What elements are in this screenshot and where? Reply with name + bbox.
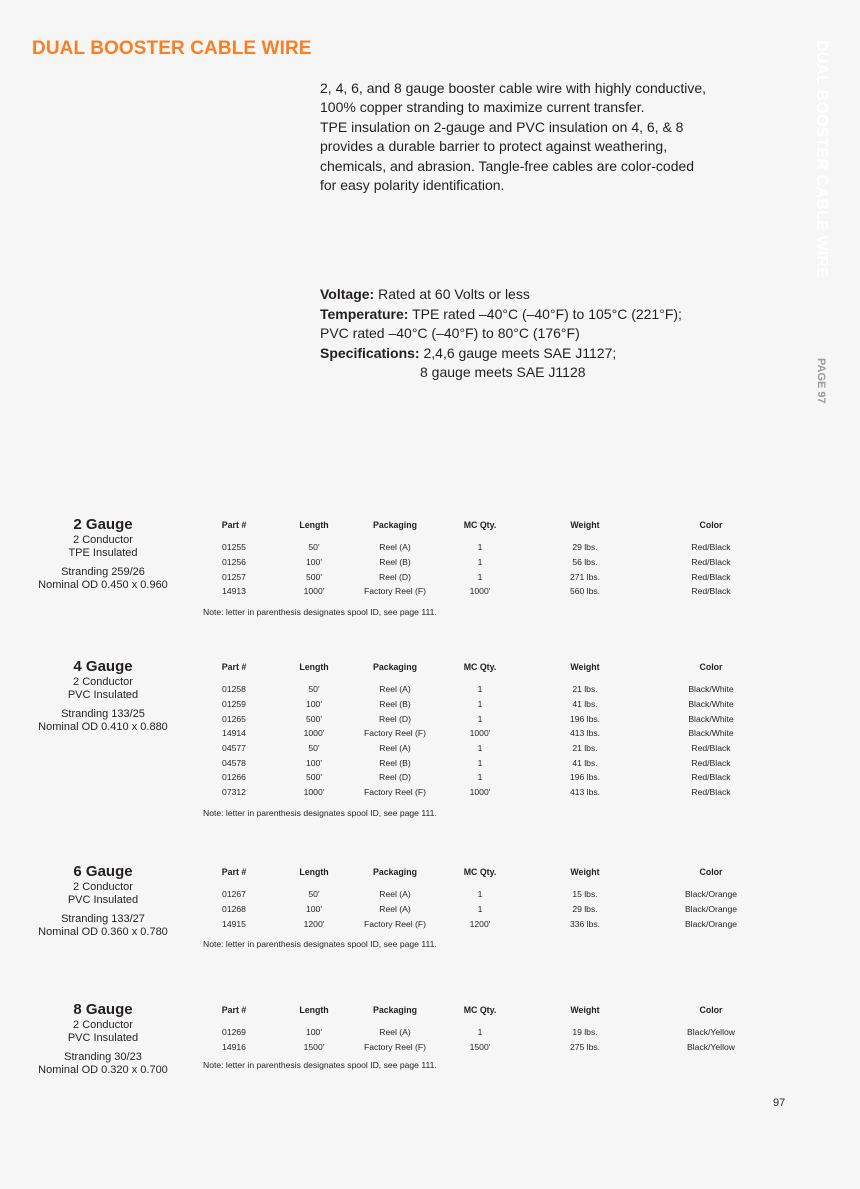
gauge-description [32, 863, 174, 940]
side-page-label [808, 358, 832, 418]
column-header: Packaging [372, 867, 417, 877]
column-header: Part # [221, 662, 247, 672]
insulation-type: PVC Insulated [67, 689, 139, 702]
column-header: Length [299, 520, 329, 530]
table-cell: 100' [306, 757, 322, 768]
spool-note: Note: letter in parenthesis designates spool ID, see page 111. [203, 808, 437, 818]
table-row [202, 785, 784, 800]
table-cell: 1200' [469, 918, 491, 929]
column-header: Weight [570, 520, 600, 530]
table-cell: Reel (D) [379, 772, 411, 783]
intro-line: 2, 4, 6, and 8 gauge booster cable wire with highly conductive, [320, 80, 707, 96]
column-header: Part # [221, 1005, 247, 1015]
table-cell: 14915 [222, 918, 246, 929]
table-cell: Factory Reel (F) [363, 787, 427, 798]
table-cell: 1 [477, 571, 483, 582]
table-cell: 271 lbs. [569, 571, 601, 582]
table-cell: 413 lbs. [569, 787, 601, 798]
table-cell: Black/White [688, 699, 734, 710]
table-cell: Red/Black [691, 787, 731, 798]
table-row [202, 1040, 784, 1055]
side-title-text: DUAL BOOSTER CABLE WIRE [813, 40, 830, 279]
table-cell: 1000' [303, 787, 325, 798]
table-cell: Reel (D) [379, 571, 411, 582]
intro-line: 100% copper stranding to maximize current transfer. [320, 99, 645, 116]
table-cell: 50' [308, 684, 320, 695]
table-cell: Red/Black [691, 542, 731, 553]
table-cell: Black/Orange [684, 918, 738, 929]
table-cell: 336 lbs. [569, 918, 601, 929]
table-cell: 14913 [222, 586, 246, 597]
table-cell: Red/Black [691, 586, 731, 597]
table-cell: Reel (B) [379, 699, 411, 710]
spool-note: Note: letter in parenthesis designates spool ID, see page 111. [203, 607, 437, 617]
table-cell: Red/Black [691, 571, 731, 582]
intro-paragraph [320, 79, 760, 195]
table-cell: 07312 [222, 787, 246, 798]
table-cell: Black/White [688, 684, 734, 695]
table-row [202, 902, 784, 917]
table-cell: Red/Black [691, 557, 731, 568]
table-cell: 500' [306, 571, 322, 582]
table-cell: Factory Reel (F) [363, 918, 427, 929]
specifications-block [320, 285, 760, 383]
table-cell: Factory Reel (F) [363, 1042, 427, 1053]
gauge-heading: 4 Gauge [73, 658, 133, 675]
table-cell: 1 [477, 557, 483, 568]
table-cell: 29 lbs. [572, 542, 598, 553]
table-row [202, 770, 784, 785]
table-cell: 50' [308, 542, 320, 553]
column-header: Length [299, 867, 329, 877]
table-cell: Reel (B) [379, 557, 411, 568]
table-cell: 01265 [222, 713, 246, 724]
standards-line-2: 8 gauge meets SAE J1128 [420, 364, 586, 381]
table-cell: 01259 [222, 699, 246, 710]
stranding-spec: Stranding 133/27 [61, 912, 145, 925]
column-header: Color [699, 867, 723, 877]
table-cell: 14916 [222, 1042, 246, 1053]
column-header: Weight [570, 662, 600, 672]
table-row [202, 682, 784, 697]
temperature-value: TPE rated –40°C (–40°F) to 105°C (221°F); [408, 305, 682, 322]
column-header: Packaging [372, 1005, 417, 1015]
table-cell: 01267 [222, 889, 246, 900]
table-cell: 21 lbs. [572, 684, 598, 695]
table-row [202, 916, 784, 931]
table-cell: 560 lbs. [569, 586, 601, 597]
table-cell: 1 [477, 1027, 483, 1038]
table-cell: Red/Black [691, 772, 731, 783]
column-header: Color [699, 520, 723, 530]
table-cell: 500' [306, 713, 322, 724]
temperature-line-2: PVC rated –40°C (–40°F) to 80°C (176°F) [320, 325, 580, 342]
nominal-od: Nominal OD 0.360 x 0.780 [38, 926, 168, 939]
table-cell: 14914 [222, 728, 246, 739]
table-cell: 1 [477, 542, 483, 553]
table-cell: 04577 [222, 743, 246, 754]
table-cell: Factory Reel (F) [363, 586, 427, 597]
table-row [202, 755, 784, 770]
table-cell: Black/Orange [684, 889, 738, 900]
table-cell: 1 [477, 757, 483, 768]
intro-line: TPE insulation on 2-gauge and PVC insulation on 4, 6, & 8 [320, 118, 684, 135]
nominal-od: Nominal OD 0.450 x 0.960 [38, 579, 168, 592]
table-cell: 1500' [469, 1042, 491, 1053]
conductor-count: 2 Conductor [73, 1019, 133, 1031]
table-cell: 413 lbs. [569, 728, 601, 739]
insulation-type: TPE Insulated [68, 547, 138, 560]
table-row [202, 726, 784, 741]
intro-line: provides a durable barrier to protect against weathering, [320, 138, 668, 155]
parts-table [202, 1005, 784, 1054]
table-cell: Reel (A) [379, 743, 411, 754]
table-cell: 1000' [469, 586, 491, 597]
table-cell: Red/Black [691, 757, 731, 768]
standards-label: Specifications: [320, 344, 420, 361]
column-header: Part # [221, 520, 247, 530]
table-cell: 50' [308, 889, 320, 900]
side-page-text: PAGE 97 [815, 358, 827, 404]
column-header: Color [699, 662, 723, 672]
table-row [202, 540, 784, 555]
stranding-spec: Stranding 259/26 [61, 565, 145, 578]
table-row [202, 584, 784, 599]
nominal-od: Nominal OD 0.410 x 0.880 [38, 721, 168, 734]
column-header: MC Qty. [463, 1005, 497, 1015]
table-cell: 50' [308, 743, 320, 754]
table-row [202, 887, 784, 902]
table-cell: 15 lbs. [572, 889, 598, 900]
table-cell: 1000' [469, 787, 491, 798]
column-header: MC Qty. [463, 520, 497, 530]
table-cell: 01269 [222, 1027, 246, 1038]
temperature-spec [320, 305, 760, 325]
table-cell: 1 [477, 699, 483, 710]
table-cell: Reel (A) [379, 1027, 411, 1038]
table-cell: 41 lbs. [572, 757, 598, 768]
standards-spec [320, 344, 760, 364]
insulation-type: PVC Insulated [67, 894, 139, 907]
table-cell: 500' [306, 772, 322, 783]
table-cell: 04578 [222, 757, 246, 768]
table-cell: 56 lbs. [572, 557, 598, 568]
table-cell: Reel (A) [379, 542, 411, 553]
column-header: MC Qty. [463, 662, 497, 672]
gauge-description [32, 516, 174, 593]
table-row [202, 569, 784, 584]
table-cell: 1 [477, 743, 483, 754]
stranding-spec: Stranding 30/23 [64, 1050, 142, 1063]
voltage-value: Rated at 60 Volts or less [374, 286, 530, 302]
table-row [202, 555, 784, 570]
table-cell: 01266 [222, 772, 246, 783]
table-cell: Black/Orange [684, 904, 738, 915]
table-header-row [202, 520, 784, 540]
nominal-od: Nominal OD 0.320 x 0.700 [38, 1064, 168, 1077]
gauge-heading: 2 Gauge [73, 516, 133, 533]
column-header: Length [299, 1005, 329, 1015]
table-cell: Factory Reel (F) [363, 728, 427, 739]
column-header: MC Qty. [463, 867, 497, 877]
temperature-label: Temperature: [320, 305, 409, 322]
table-cell: 196 lbs. [569, 772, 601, 783]
table-cell: 100' [306, 904, 322, 915]
table-cell: 100' [306, 699, 322, 710]
table-row [202, 1025, 784, 1040]
table-cell: 1 [477, 904, 483, 915]
table-cell: 196 lbs. [569, 713, 601, 724]
spool-note: Note: letter in parenthesis designates spool ID, see page 111. [203, 939, 437, 949]
table-cell: 01258 [222, 684, 246, 695]
column-header: Packaging [372, 520, 417, 530]
table-cell: Black/Yellow [687, 1027, 735, 1038]
voltage-label: Voltage: [320, 286, 375, 302]
page-title: DUAL BOOSTER CABLE WIRE [32, 38, 312, 59]
table-row [202, 741, 784, 756]
conductor-count: 2 Conductor [73, 534, 133, 546]
side-title [808, 40, 832, 340]
table-cell: 1000' [469, 728, 491, 739]
intro-line: chemicals, and abrasion. Tangle-free cables are color-coded [320, 157, 695, 174]
table-header-row [202, 662, 784, 682]
table-cell: 1 [477, 889, 483, 900]
table-cell: 19 lbs. [572, 1027, 598, 1038]
table-cell: 21 lbs. [572, 743, 598, 754]
table-cell: 01268 [222, 904, 246, 915]
insulation-type: PVC Insulated [67, 1032, 139, 1045]
table-cell: Reel (B) [379, 757, 411, 768]
gauge-heading: 8 Gauge [73, 1001, 133, 1018]
table-cell: 275 lbs. [569, 1042, 601, 1053]
stranding-spec: Stranding 133/25 [61, 707, 145, 720]
column-header: Packaging [372, 662, 417, 672]
column-header: Weight [570, 867, 600, 877]
intro-line: for easy polarity identification. [320, 177, 505, 194]
table-cell: Red/Black [691, 743, 731, 754]
conductor-count: 2 Conductor [73, 676, 133, 688]
table-cell: 1 [477, 684, 483, 695]
table-cell: 100' [306, 1027, 322, 1038]
gauge-heading: 6 Gauge [73, 863, 133, 880]
gauge-description [32, 658, 174, 735]
table-cell: 1500' [303, 1042, 325, 1053]
table-cell: 01257 [222, 571, 246, 582]
column-header: Part # [221, 867, 247, 877]
table-cell: Reel (A) [379, 889, 411, 900]
parts-table [202, 867, 784, 931]
table-cell: Reel (A) [379, 904, 411, 915]
page-number: 97 [773, 1097, 786, 1109]
column-header: Color [699, 1005, 723, 1015]
table-cell: 1 [477, 713, 483, 724]
standards-value: 2,4,6 gauge meets SAE J1127; [419, 344, 617, 361]
table-cell: Reel (A) [379, 684, 411, 695]
table-cell: Black/White [688, 713, 734, 724]
table-cell: Black/Yellow [687, 1042, 735, 1053]
table-cell: Black/White [688, 728, 734, 739]
parts-table [202, 662, 784, 800]
spool-note: Note: letter in parenthesis designates spool ID, see page 111. [203, 1060, 437, 1070]
voltage-spec [320, 285, 760, 305]
table-row [202, 697, 784, 712]
table-cell: 1000' [303, 728, 325, 739]
table-cell: 1200' [303, 918, 325, 929]
table-row [202, 711, 784, 726]
table-cell: Reel (D) [379, 713, 411, 724]
conductor-count: 2 Conductor [73, 881, 133, 893]
table-cell: 1 [477, 772, 483, 783]
table-cell: 01255 [222, 542, 246, 553]
table-cell: 29 lbs. [572, 904, 598, 915]
table-cell: 41 lbs. [572, 699, 598, 710]
table-header-row [202, 1005, 784, 1025]
column-header: Weight [570, 1005, 600, 1015]
table-header-row [202, 867, 784, 887]
table-cell: 01256 [222, 557, 246, 568]
table-cell: 1000' [303, 586, 325, 597]
column-header: Length [299, 662, 329, 672]
parts-table [202, 520, 784, 599]
table-cell: 100' [306, 557, 322, 568]
gauge-description [32, 1001, 174, 1078]
